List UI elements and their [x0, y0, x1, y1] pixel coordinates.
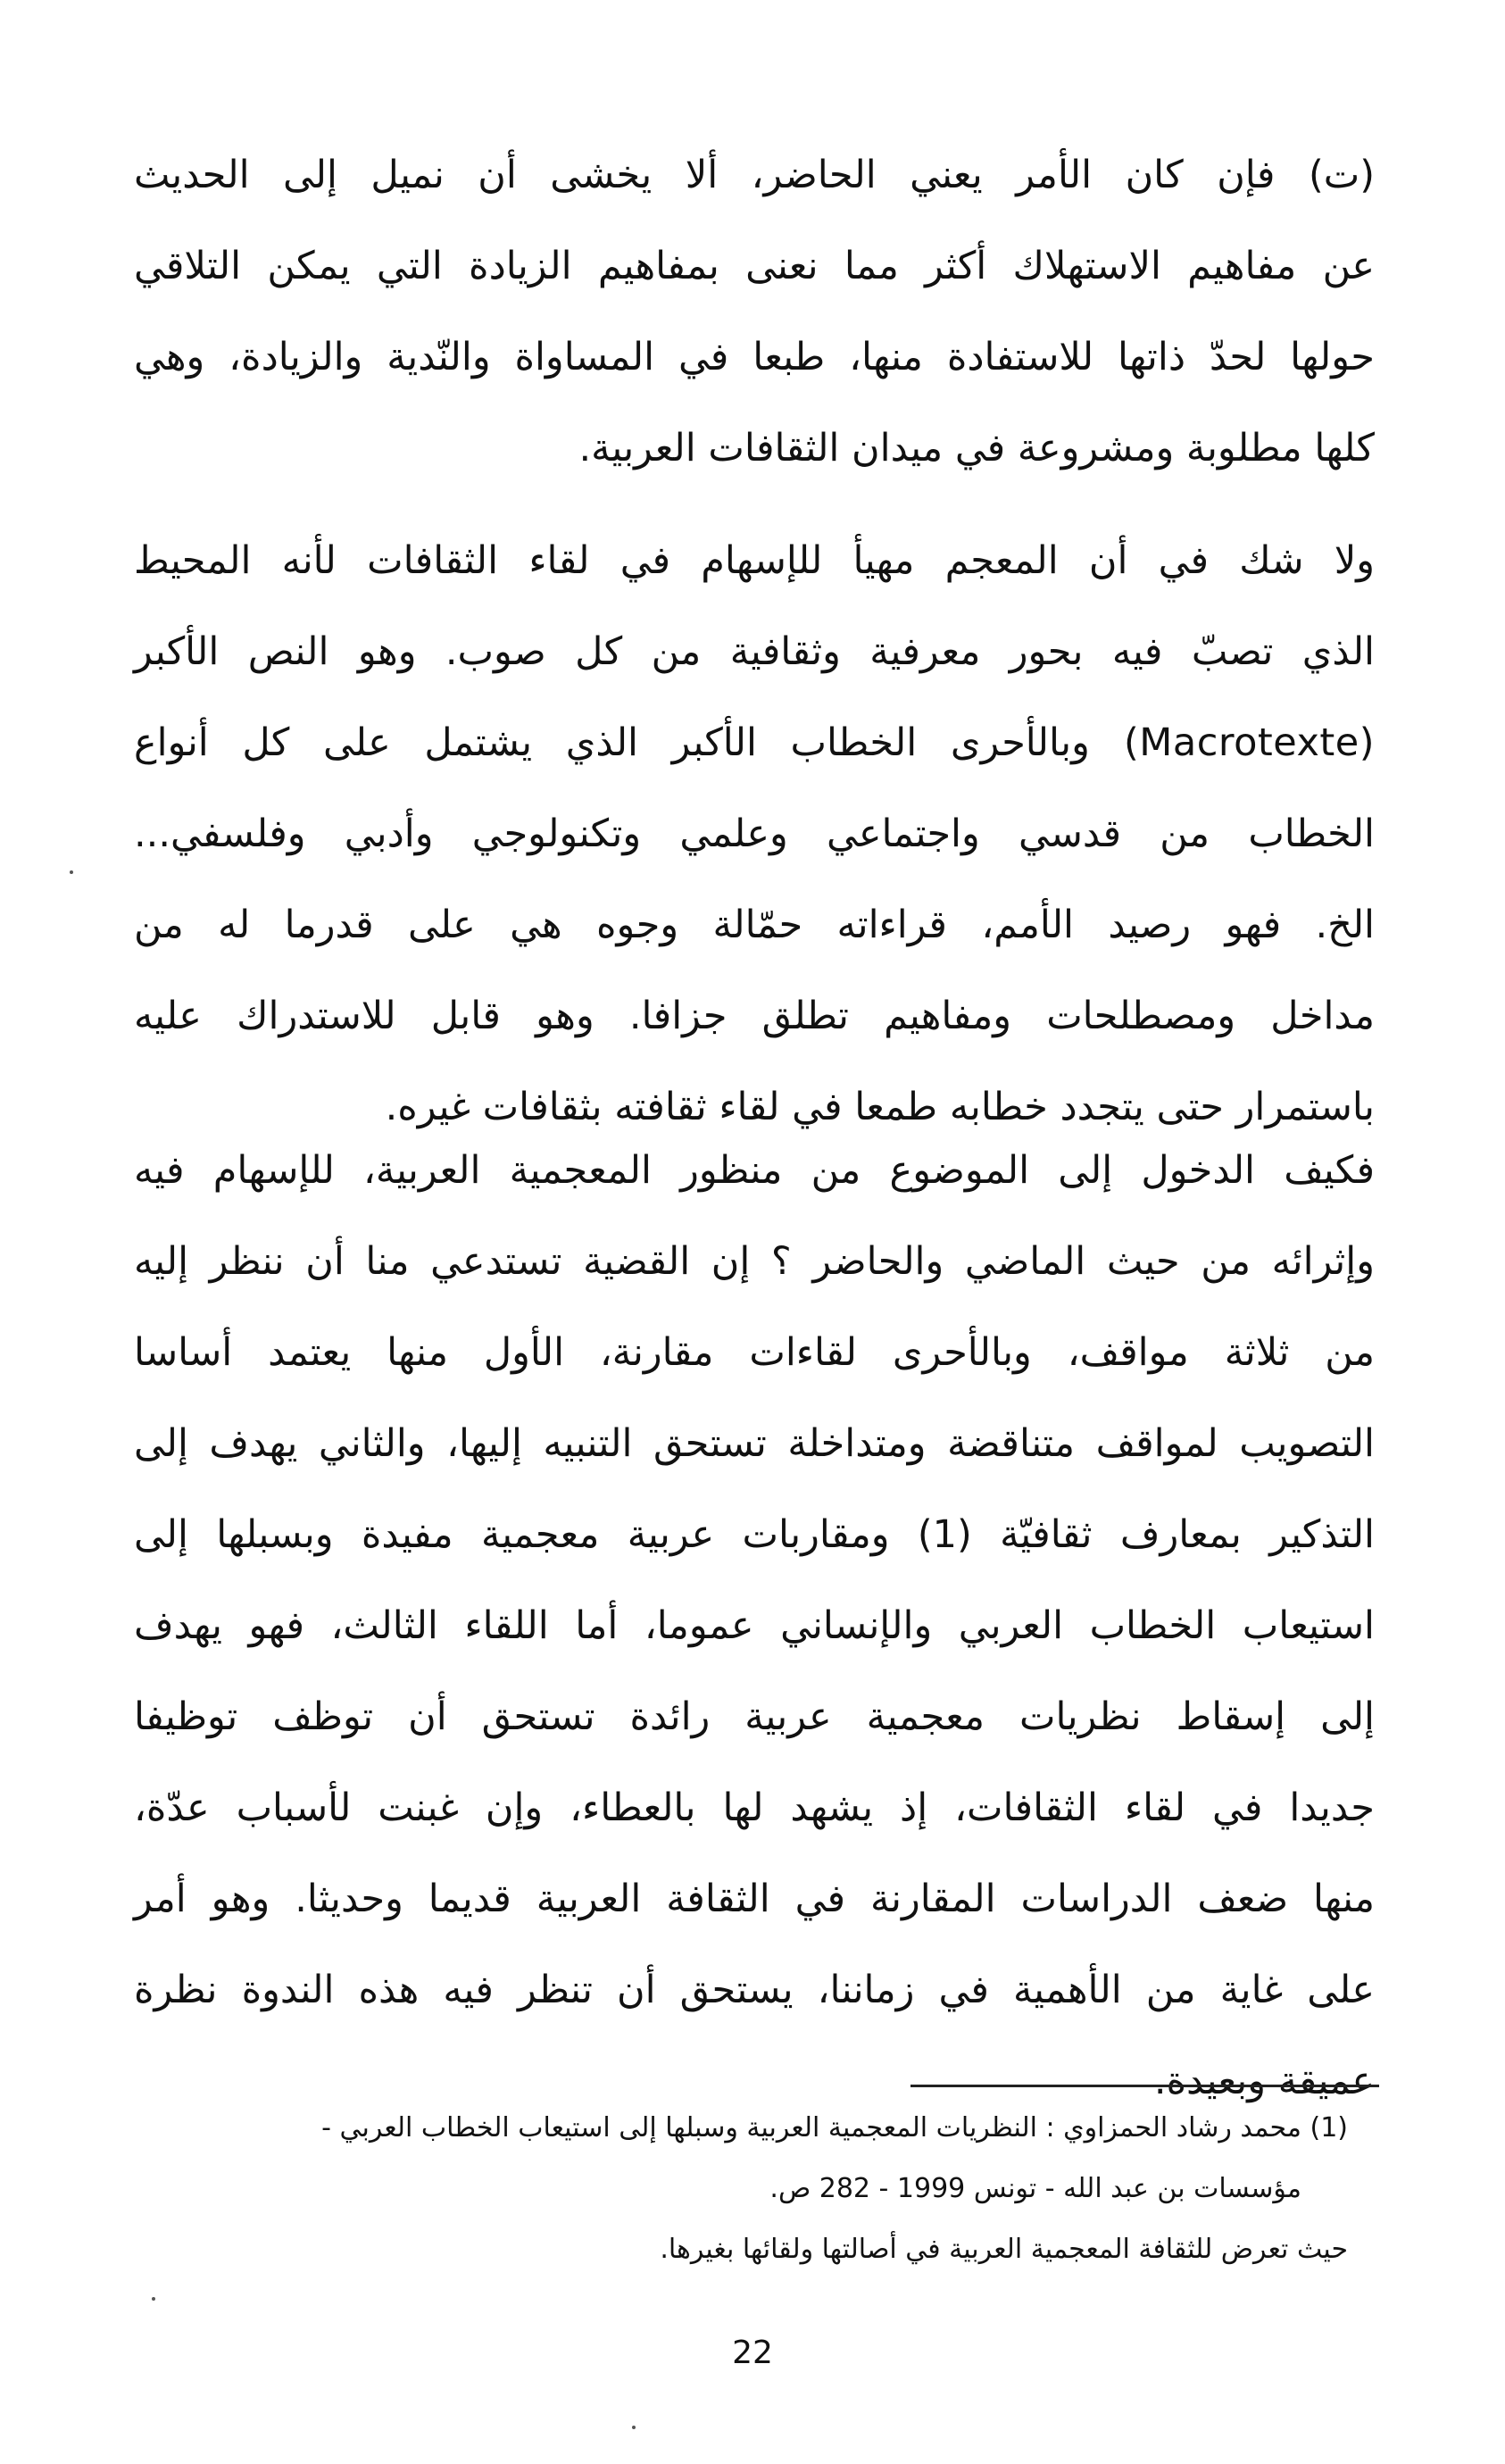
- text-line: التذكير بمعارف ثقافيّة (1) ومقاربات عربية معجمية مفيدة وبسبلها إلى: [134, 1512, 1375, 1557]
- text-line: (ت) فإن كان الأمر يعني الحاضر، ألا يخشى أن نميل إلى الحديث: [134, 153, 1375, 197]
- page-number: 22: [732, 2335, 773, 2371]
- paragraph-2: [134, 515, 1375, 1153]
- text-line: فكيف الدخول إلى الموضوع من منظور المعجمية العربية، للإسهام فيه: [134, 1148, 1375, 1193]
- text-line: عميقة وبعيدة.: [1153, 2059, 1375, 2103]
- text-line: كلها مطلوبة ومشروعة في ميدان الثقافات العربية.: [578, 426, 1375, 470]
- footnotes: [156, 2098, 1348, 2280]
- footnote-line: حيث تعرض للثقافة المعجمية العربية في أصالتها ولقائها بغيرها.: [660, 2234, 1348, 2265]
- footnote-divider: [910, 2085, 1379, 2087]
- scan-speck: [152, 2297, 155, 2301]
- paragraph-1: [134, 129, 1375, 494]
- text-line: الخ. فهو رصيد الأمم، قراءاته حمّالة وجوه هي على قدرما له من: [134, 903, 1375, 947]
- paragraph-3: [134, 1125, 1375, 2127]
- text-line: التصويب لمواقف متناقضة ومتداخلة تستحق التنبيه إليها، والثاني يهدف إلى: [134, 1421, 1375, 1466]
- text-line: عن مفاهيم الاستهلاك أكثر مما نعنى بمفاهيم الزيادة التي يمكن التلاقي: [134, 244, 1375, 288]
- text-line: من ثلاثة مواقف، وبالأحرى لقاءات مقارنة، الأول منها يعتمد أساسا: [134, 1330, 1375, 1375]
- text-line: ولا شك في أن المعجم مهيأ للإسهام في لقاء الثقافات لأنه المحيط: [134, 538, 1375, 583]
- text-line: (Macrotexte) وبالأحرى الخطاب الأكبر الذي يشتمل على كل أنواع: [134, 720, 1375, 765]
- text-line: جديدا في لقاء الثقافات، إذ يشهد لها بالعطاء، وإن غبنت لأسباب عدّة،: [134, 1786, 1375, 1830]
- text-line: مداخل ومصطلحات ومفاهيم تطلق جزافا. وهو قابل للاستدراك عليه: [134, 994, 1375, 1038]
- text-line: إلى إسقاط نظريات معجمية عربية رائدة تستحق أن توظف توظيفا: [134, 1694, 1375, 1739]
- text-line: الذي تصبّ فيه بحور معرفية وثقافية من كل صوب. وهو النص الأكبر: [134, 629, 1375, 674]
- scan-speck: [70, 870, 73, 874]
- text-line: الخطاب من قدسي واجتماعي وعلمي وتكنولوجي وأدبي وفلسفي...: [134, 812, 1375, 856]
- text-line: وإثرائه من حيث الماضي والحاضر ؟ إن القضية تستدعي منا أن ننظر إليه: [134, 1239, 1375, 1284]
- text-line: على غاية من الأهمية في زماننا، يستحق أن تنظر فيه هذه الندوة نظرة: [134, 1968, 1375, 2012]
- text-line: باستمرار حتى يتجدد خطابه طمعا في لقاء ثقافته بثقافات غيره.: [385, 1085, 1375, 1129]
- text-line: حولها لحدّ ذاتها للاستفادة منها، طبعا في المساواة والنّدية والزيادة، وهي: [134, 335, 1375, 379]
- text-line: استيعاب الخطاب العربي والإنساني عموما، أما اللقاء الثالث، فهو يهدف: [134, 1603, 1375, 1648]
- footnote-line: (1) محمد رشاد الحمزاوي : النظريات المعجمية العربية وسبلها إلى استيعاب الخطاب العربي -: [321, 2112, 1348, 2144]
- text-line: منها ضعف الدراسات المقارنة في الثقافة العربية قديما وحديثا. وهو أمر: [134, 1877, 1375, 1921]
- footnote-line: مؤسسات بن عبد الله - تونس 1999 - 282 ص.: [769, 2173, 1301, 2204]
- scan-speck: [632, 2426, 636, 2429]
